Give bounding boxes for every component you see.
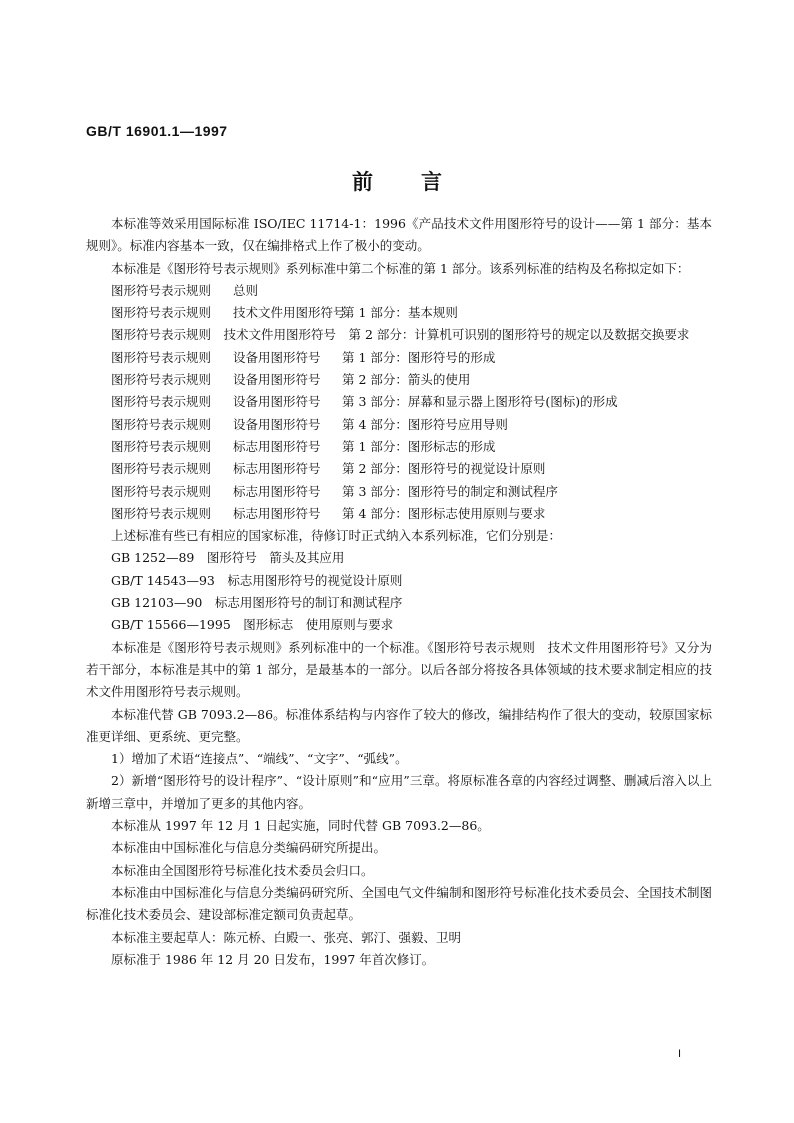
national-standard: GB/T 15566—1995 图形标志 使用原则与要求 xyxy=(111,617,394,633)
standard-code: GB/T 16901.1—1997 xyxy=(86,123,228,139)
paragraph: 本标准主要起草人：陈元桥、白殿一、张亮、郭汀、强毅、卫明 xyxy=(111,929,462,945)
paragraph: 原标准于 1986 年 12 月 20 日发布，1997 年首次修订。 xyxy=(111,951,435,967)
series-item: 图形符号表示规则 技术文件用图形符号 第 1 部分：基本规则 xyxy=(111,305,458,321)
national-standard: GB 1252—89 图形符号 箭头及其应用 xyxy=(111,550,345,566)
paragraph: 本标准等效采用国际标准 ISO/IEC 11714-1：1996《产品技术文件用图形符号的设计——第 1 部分：基本规则》。标准内容基本一致，仅在编排格式上作了极小的变动。 xyxy=(86,216,712,254)
page-number: I xyxy=(677,1048,681,1060)
page-title: 前言 xyxy=(352,169,490,194)
series-item: 图形符号表示规则 设备用图形符号 第 3 部分：屏幕和显示器上图形符号(图标)的形成 xyxy=(111,394,618,410)
series-item: 图形符号表示规则 标志用图形符号 第 1 部分：图形标志的形成 xyxy=(111,438,496,454)
paragraph: 本标准代替 GB 7093.2—86。标准体系结构与内容作了较大的修改，编排结构作了很大的变动，较原国家标准更详细、更系统、更完整。 xyxy=(86,706,712,744)
paragraph: 上述标准有些已有相应的国家标准，待修订时正式纳入本系列标准，它们分别是： xyxy=(111,528,562,544)
series-item: 图形符号表示规则 设备用图形符号 第 1 部分：图形符号的形成 xyxy=(111,349,496,365)
paragraph: 本标准由全国图形符号标准化技术委员会归口。 xyxy=(111,862,374,878)
change-item: 1）增加了术语“连接点”、“端线”、“文字”、“弧线”。 xyxy=(111,751,408,767)
national-standard: GB/T 14543—93 标志用图形符号的视觉设计原则 xyxy=(111,572,403,588)
national-standard: GB 12103—90 标志用图形符号的制订和测试程序 xyxy=(111,595,403,611)
series-item: 图形符号表示规则 技术文件用图形符号 第 2 部分：计算机可识别的图形符号的规定以及数据交换要求 xyxy=(111,327,690,343)
paragraph: 本标准由中国标准化与信息分类编码研究所提出。 xyxy=(111,840,387,856)
foreword-body xyxy=(86,213,712,971)
paragraph: 本标准是《图形符号表示规则》系列标准中第二个标准的第 1 部分。该系列标准的结构及名称拟定如下： xyxy=(111,260,690,276)
paragraph: 本标准从 1997 年 12 月 1 日起实施，同时代替 GB 7093.2—86。 xyxy=(111,818,490,834)
paragraph: 本标准由中国标准化与信息分类编码研究所、全国电气文件编制和图形符号标准化技术委员会、全国技术制图标准化技术委员会、建设部标准定额司负责起草。 xyxy=(86,884,712,923)
series-item: 图形符号表示规则 设备用图形符号 第 4 部分：图形符号应用导则 xyxy=(111,416,508,432)
series-item: 图形符号表示规则 标志用图形符号 第 3 部分：图形符号的制定和测试程序 xyxy=(111,483,558,499)
paragraph: 本标准是《图形符号表示规则》系列标准中的一个标准。《图形符号表示规则 技术文件用图形符号》又分为若干部分，本标准是其中的第 1 部分，是最基本的一部分。以后各部分将按各具体领域的技术要求制定相应的技术文件用图形符号表示规则。 xyxy=(86,639,712,700)
series-item: 图形符号表示规则 标志用图形符号 第 4 部分：图形标志使用原则与要求 xyxy=(111,505,546,521)
series-item: 图形符号表示规则 总则 xyxy=(111,282,259,298)
change-item: 2）新增“图形符号的设计程序”、“设计原则”和“应用”三章。将原标准各章的内容经过调整、删减后溶入以上新增三章中，并增加了更多的其他内容。 xyxy=(86,773,712,811)
series-item: 图形符号表示规则 设备用图形符号 第 2 部分：箭头的使用 xyxy=(111,372,471,388)
series-item: 图形符号表示规则 标志用图形符号 第 2 部分：图形符号的视觉设计原则 xyxy=(111,461,546,477)
